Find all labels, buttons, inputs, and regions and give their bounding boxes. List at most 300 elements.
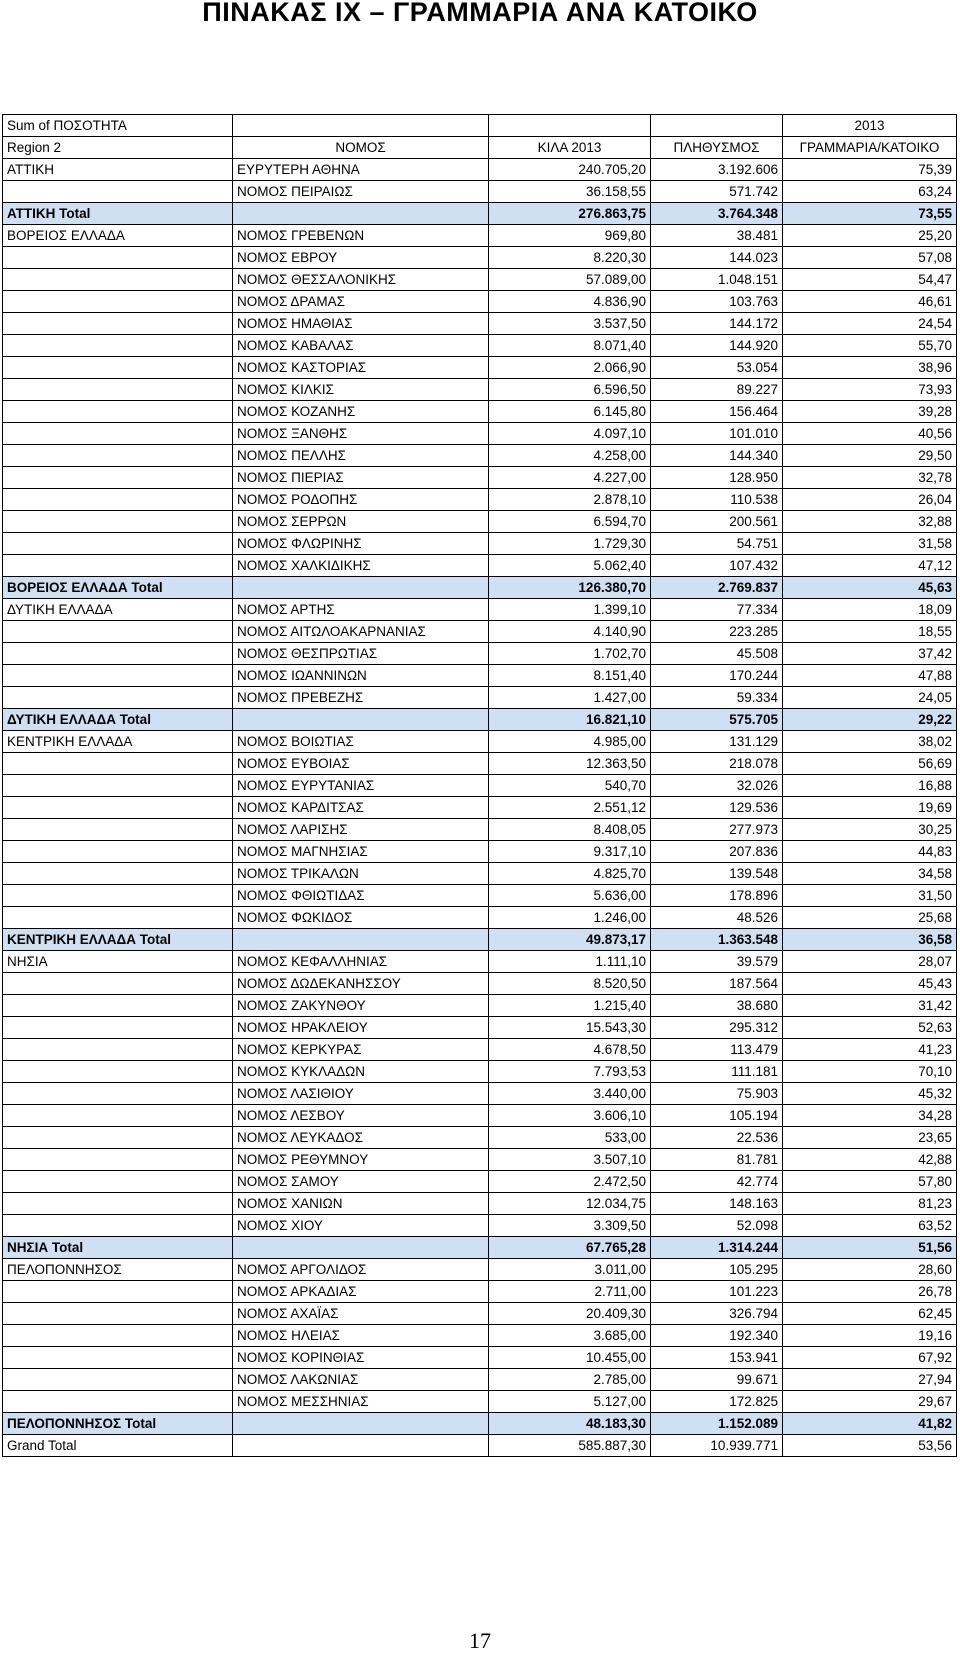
region-cell <box>3 1347 233 1369</box>
kila-cell: 4.825,70 <box>489 863 651 885</box>
grand-total-row <box>3 1435 957 1457</box>
kila-cell: 1.427,00 <box>489 687 651 709</box>
total-grams-per-capita: 45,63 <box>783 577 957 599</box>
grams-per-capita-cell: 40,56 <box>783 423 957 445</box>
page-number: 17 <box>469 1628 491 1653</box>
population-cell: 105.295 <box>651 1259 783 1281</box>
population-cell: 38.680 <box>651 995 783 1017</box>
region-cell: ΔΥΤΙΚΗ ΕΛΛΑΔΑ <box>3 599 233 621</box>
region-cell: ΒΟΡΕΙΟΣ ΕΛΛΑΔΑ <box>3 225 233 247</box>
nomos-cell: ΝΟΜΟΣ ΖΑΚΥΝΘΟΥ <box>233 995 489 1017</box>
population-cell: 99.671 <box>651 1369 783 1391</box>
grams-per-capita-cell: 26,78 <box>783 1281 957 1303</box>
kila-cell: 57.089,00 <box>489 269 651 291</box>
population-cell: 172.825 <box>651 1391 783 1413</box>
grand-total-grams-per-capita: 53,56 <box>783 1435 957 1457</box>
region-cell <box>3 797 233 819</box>
nomos-cell: ΝΟΜΟΣ ΚΙΛΚΙΣ <box>233 379 489 401</box>
kila-cell: 5.062,40 <box>489 555 651 577</box>
nomos-cell: ΝΟΜΟΣ ΕΒΡΟΥ <box>233 247 489 269</box>
total-grams-per-capita: 36,58 <box>783 929 957 951</box>
region-cell <box>3 1281 233 1303</box>
population-cell: 89.227 <box>651 379 783 401</box>
table-row <box>3 335 957 357</box>
kila-cell: 4.258,00 <box>489 445 651 467</box>
table-row <box>3 1171 957 1193</box>
region-cell <box>3 621 233 643</box>
region-cell: ΝΗΣΙΑ <box>3 951 233 973</box>
region-cell <box>3 753 233 775</box>
table-row <box>3 841 957 863</box>
total-spacer <box>233 1413 489 1435</box>
region-cell <box>3 819 233 841</box>
nomos-cell: ΝΟΜΟΣ ΕΥΡΥΤΑΝΙΑΣ <box>233 775 489 797</box>
table-row <box>3 1325 957 1347</box>
region-total-row <box>3 203 957 225</box>
total-kila: 48.183,30 <box>489 1413 651 1435</box>
kila-cell: 8.151,40 <box>489 665 651 687</box>
kila-cell: 3.309,50 <box>489 1215 651 1237</box>
table-row <box>3 357 957 379</box>
table-row <box>3 1303 957 1325</box>
population-cell: 3.192.606 <box>651 159 783 181</box>
table-row <box>3 1259 957 1281</box>
kila-cell: 2.711,00 <box>489 1281 651 1303</box>
total-kila: 49.873,17 <box>489 929 651 951</box>
table-row <box>3 885 957 907</box>
nomos-cell: ΝΟΜΟΣ ΛΕΣΒΟΥ <box>233 1105 489 1127</box>
kila-cell: 1.729,30 <box>489 533 651 555</box>
nomos-cell: ΝΟΜΟΣ ΓΡΕΒΕΝΩΝ <box>233 225 489 247</box>
kila-cell: 4.985,00 <box>489 731 651 753</box>
nomos-cell: ΝΟΜΟΣ ΠΕΙΡΑΙΩΣ <box>233 181 489 203</box>
table-row <box>3 511 957 533</box>
total-kila: 126.380,70 <box>489 577 651 599</box>
region-cell <box>3 555 233 577</box>
kila-cell: 12.363,50 <box>489 753 651 775</box>
population-cell: 178.896 <box>651 885 783 907</box>
grams-per-capita-cell: 73,93 <box>783 379 957 401</box>
nomos-cell: ΝΟΜΟΣ ΙΩΑΝΝΙΝΩΝ <box>233 665 489 687</box>
region-cell <box>3 1369 233 1391</box>
total-label: ΒΟΡΕΙΟΣ ΕΛΛΑΔΑ Total <box>3 577 233 599</box>
table-row <box>3 313 957 335</box>
kila-cell: 3.011,00 <box>489 1259 651 1281</box>
kila-cell: 4.140,90 <box>489 621 651 643</box>
region-cell <box>3 1149 233 1171</box>
grams-per-capita-cell: 28,60 <box>783 1259 957 1281</box>
kila-cell: 1.111,10 <box>489 951 651 973</box>
nomos-cell: ΝΟΜΟΣ ΜΕΣΣΗΝΙΑΣ <box>233 1391 489 1413</box>
grams-per-capita-cell: 24,54 <box>783 313 957 335</box>
grams-per-capita-cell: 45,32 <box>783 1083 957 1105</box>
grams-per-capita-cell: 32,88 <box>783 511 957 533</box>
grams-per-capita-cell: 57,08 <box>783 247 957 269</box>
kila-cell: 3.507,10 <box>489 1149 651 1171</box>
grams-per-capita-cell: 47,88 <box>783 665 957 687</box>
population-cell: 110.538 <box>651 489 783 511</box>
region-cell <box>3 775 233 797</box>
table-row <box>3 291 957 313</box>
region-cell <box>3 1303 233 1325</box>
nomos-cell: ΝΟΜΟΣ ΣΕΡΡΩΝ <box>233 511 489 533</box>
region-cell <box>3 1391 233 1413</box>
table-row <box>3 1347 957 1369</box>
total-spacer <box>233 577 489 599</box>
kila-cell: 4.227,00 <box>489 467 651 489</box>
grand-total-kila: 585.887,30 <box>489 1435 651 1457</box>
kila-cell: 2.066,90 <box>489 357 651 379</box>
grams-per-capita-cell: 18,55 <box>783 621 957 643</box>
population-cell: 113.479 <box>651 1039 783 1061</box>
population-cell: 52.098 <box>651 1215 783 1237</box>
population-cell: 128.950 <box>651 467 783 489</box>
nomos-cell: ΝΟΜΟΣ ΗΜΑΘΙΑΣ <box>233 313 489 335</box>
population-cell: 144.340 <box>651 445 783 467</box>
kila-cell: 533,00 <box>489 1127 651 1149</box>
nomos-cell: ΝΟΜΟΣ ΡΕΘΥΜΝΟΥ <box>233 1149 489 1171</box>
table-row <box>3 665 957 687</box>
population-cell: 144.920 <box>651 335 783 357</box>
population-cell: 101.010 <box>651 423 783 445</box>
region-cell <box>3 423 233 445</box>
region-cell <box>3 401 233 423</box>
population-cell: 326.794 <box>651 1303 783 1325</box>
grams-per-capita-cell: 27,94 <box>783 1369 957 1391</box>
total-kila: 67.765,28 <box>489 1237 651 1259</box>
table-row <box>3 797 957 819</box>
nomos-cell: ΝΟΜΟΣ ΗΛΕΙΑΣ <box>233 1325 489 1347</box>
nomos-cell: ΝΟΜΟΣ ΚΟΡΙΝΘΙΑΣ <box>233 1347 489 1369</box>
region-cell <box>3 885 233 907</box>
grams-per-capita-cell: 25,20 <box>783 225 957 247</box>
table-row <box>3 621 957 643</box>
population-cell: 75.903 <box>651 1083 783 1105</box>
total-spacer <box>233 203 489 225</box>
grams-per-capita-cell: 29,67 <box>783 1391 957 1413</box>
region-cell <box>3 995 233 1017</box>
population-cell: 144.023 <box>651 247 783 269</box>
grand-total-population: 10.939.771 <box>651 1435 783 1457</box>
total-population: 1.152.089 <box>651 1413 783 1435</box>
region-total-row <box>3 709 957 731</box>
population-cell: 77.334 <box>651 599 783 621</box>
population-cell: 129.536 <box>651 797 783 819</box>
region-cell <box>3 1039 233 1061</box>
table-row <box>3 1017 957 1039</box>
region-cell <box>3 335 233 357</box>
nomos-cell: ΝΟΜΟΣ ΔΡΑΜΑΣ <box>233 291 489 313</box>
table-row <box>3 225 957 247</box>
grams-per-capita-cell: 38,96 <box>783 357 957 379</box>
nomos-cell: ΝΟΜΟΣ ΚΕΡΚΥΡΑΣ <box>233 1039 489 1061</box>
kila-cell: 5.127,00 <box>489 1391 651 1413</box>
nomos-cell: ΝΟΜΟΣ ΘΕΣΠΡΩΤΙΑΣ <box>233 643 489 665</box>
table-row <box>3 1061 957 1083</box>
grams-per-capita-cell: 52,63 <box>783 1017 957 1039</box>
region-total-row <box>3 577 957 599</box>
kila-cell: 9.317,10 <box>489 841 651 863</box>
total-spacer <box>233 929 489 951</box>
total-population: 575.705 <box>651 709 783 731</box>
grams-per-capita-cell: 44,83 <box>783 841 957 863</box>
table-row <box>3 907 957 929</box>
table-row <box>3 159 957 181</box>
region-cell: ΑΤΤΙΚΗ <box>3 159 233 181</box>
grams-per-capita-cell: 24,05 <box>783 687 957 709</box>
year-header: 2013 <box>783 115 957 137</box>
nomos-cell: ΝΟΜΟΣ ΚΑΒΑΛΑΣ <box>233 335 489 357</box>
table-row <box>3 1369 957 1391</box>
population-cell: 111.181 <box>651 1061 783 1083</box>
grams-per-capita-cell: 63,24 <box>783 181 957 203</box>
table-row <box>3 1215 957 1237</box>
nomos-cell: ΝΟΜΟΣ ΡΟΔΟΠΗΣ <box>233 489 489 511</box>
region-cell <box>3 1193 233 1215</box>
table-row <box>3 467 957 489</box>
nomos-cell: ΝΟΜΟΣ ΤΡΙΚΑΛΩΝ <box>233 863 489 885</box>
kila-cell: 10.455,00 <box>489 1347 651 1369</box>
grams-per-capita-cell: 25,68 <box>783 907 957 929</box>
kila-cell: 4.097,10 <box>489 423 651 445</box>
grams-per-capita-cell: 42,88 <box>783 1149 957 1171</box>
column-header: ΓΡΑΜΜΑΡΙΑ/ΚΑΤΟΙΚΟ <box>783 137 957 159</box>
population-cell: 32.026 <box>651 775 783 797</box>
kila-cell: 4.678,50 <box>489 1039 651 1061</box>
kila-cell: 8.071,40 <box>489 335 651 357</box>
table-row <box>3 819 957 841</box>
population-cell: 45.508 <box>651 643 783 665</box>
grams-per-capita-cell: 70,10 <box>783 1061 957 1083</box>
total-population: 1.363.548 <box>651 929 783 951</box>
grams-per-capita-cell: 32,78 <box>783 467 957 489</box>
grand-total-spacer <box>233 1435 489 1457</box>
table-row <box>3 643 957 665</box>
population-cell: 101.223 <box>651 1281 783 1303</box>
pivot-sum-row <box>3 115 957 137</box>
nomos-cell: ΝΟΜΟΣ ΚΟΖΑΝΗΣ <box>233 401 489 423</box>
total-label: ΝΗΣΙΑ Total <box>3 1237 233 1259</box>
region-cell <box>3 1083 233 1105</box>
region-cell <box>3 533 233 555</box>
total-spacer <box>233 709 489 731</box>
nomos-cell: ΝΟΜΟΣ ΛΑΚΩΝΙΑΣ <box>233 1369 489 1391</box>
nomos-cell: ΝΟΜΟΣ ΑΡΓΟΛΙΔΟΣ <box>233 1259 489 1281</box>
population-cell: 153.941 <box>651 1347 783 1369</box>
kila-cell: 12.034,75 <box>489 1193 651 1215</box>
nomos-cell: ΝΟΜΟΣ ΠΡΕΒΕΖΗΣ <box>233 687 489 709</box>
nomos-cell: ΝΟΜΟΣ ΚΥΚΛΑΔΩΝ <box>233 1061 489 1083</box>
table-row <box>3 599 957 621</box>
region-cell <box>3 687 233 709</box>
nomos-cell: ΝΟΜΟΣ ΑΡΤΗΣ <box>233 599 489 621</box>
nomos-cell: ΝΟΜΟΣ ΛΕΥΚΑΔΟΣ <box>233 1127 489 1149</box>
grams-per-capita-cell: 34,28 <box>783 1105 957 1127</box>
population-cell: 223.285 <box>651 621 783 643</box>
table-row <box>3 555 957 577</box>
nomos-cell: ΝΟΜΟΣ ΚΑΡΔΙΤΣΑΣ <box>233 797 489 819</box>
table-body <box>3 115 957 1457</box>
population-cell: 48.526 <box>651 907 783 929</box>
nomos-cell: ΝΟΜΟΣ ΛΑΣΙΘΙΟΥ <box>233 1083 489 1105</box>
nomos-cell: ΝΟΜΟΣ ΔΩΔΕΚΑΝΗΣΣΟΥ <box>233 973 489 995</box>
table-row <box>3 1105 957 1127</box>
grams-per-capita-cell: 19,69 <box>783 797 957 819</box>
kila-cell: 3.440,00 <box>489 1083 651 1105</box>
kila-cell: 5.636,00 <box>489 885 651 907</box>
nomos-cell: ΝΟΜΟΣ ΚΕΦΑΛΛΗΝΙΑΣ <box>233 951 489 973</box>
kila-cell: 240.705,20 <box>489 159 651 181</box>
region-cell <box>3 291 233 313</box>
population-cell: 200.561 <box>651 511 783 533</box>
total-label: ΚΕΝΤΡΙΚΗ ΕΛΛΑΔΑ Total <box>3 929 233 951</box>
column-header-row <box>3 137 957 159</box>
region-cell <box>3 1171 233 1193</box>
region-cell <box>3 1325 233 1347</box>
population-cell: 156.464 <box>651 401 783 423</box>
kila-cell: 8.520,50 <box>489 973 651 995</box>
nomos-cell: ΝΟΜΟΣ ΕΥΒΟΙΑΣ <box>233 753 489 775</box>
nomos-cell: ΝΟΜΟΣ ΛΑΡΙΣΗΣ <box>233 819 489 841</box>
kila-cell: 7.793,53 <box>489 1061 651 1083</box>
grams-per-capita-cell: 67,92 <box>783 1347 957 1369</box>
table-row <box>3 1281 957 1303</box>
grams-per-capita-cell: 46,61 <box>783 291 957 313</box>
region-cell <box>3 907 233 929</box>
table-row <box>3 1391 957 1413</box>
population-cell: 103.763 <box>651 291 783 313</box>
population-cell: 107.432 <box>651 555 783 577</box>
kila-cell: 1.399,10 <box>489 599 651 621</box>
population-cell: 148.163 <box>651 1193 783 1215</box>
region-cell <box>3 467 233 489</box>
region-cell <box>3 1017 233 1039</box>
column-header: Region 2 <box>3 137 233 159</box>
nomos-cell: ΝΟΜΟΣ ΧΑΛΚΙΔΙΚΗΣ <box>233 555 489 577</box>
total-kila: 276.863,75 <box>489 203 651 225</box>
population-cell: 218.078 <box>651 753 783 775</box>
population-cell: 144.172 <box>651 313 783 335</box>
table-row <box>3 687 957 709</box>
grams-per-capita-cell: 56,69 <box>783 753 957 775</box>
region-cell <box>3 489 233 511</box>
population-cell: 53.054 <box>651 357 783 379</box>
total-spacer <box>233 1237 489 1259</box>
population-cell: 170.244 <box>651 665 783 687</box>
nomos-cell: ΝΟΜΟΣ ΦΛΩΡΙΝΗΣ <box>233 533 489 555</box>
table-row <box>3 995 957 1017</box>
grams-per-capita-cell: 57,80 <box>783 1171 957 1193</box>
table-row <box>3 731 957 753</box>
population-cell: 42.774 <box>651 1171 783 1193</box>
population-cell: 22.536 <box>651 1127 783 1149</box>
table-row <box>3 973 957 995</box>
population-cell: 81.781 <box>651 1149 783 1171</box>
kila-cell: 15.543,30 <box>489 1017 651 1039</box>
region-total-row <box>3 929 957 951</box>
region-cell <box>3 1127 233 1149</box>
table-row <box>3 775 957 797</box>
data-table <box>2 114 957 1457</box>
nomos-cell: ΝΟΜΟΣ ΒΟΙΩΤΙΑΣ <box>233 731 489 753</box>
region-cell <box>3 841 233 863</box>
region-cell <box>3 973 233 995</box>
region-cell <box>3 511 233 533</box>
grams-per-capita-cell: 30,25 <box>783 819 957 841</box>
nomos-cell: ΝΟΜΟΣ ΜΑΓΝΗΣΙΑΣ <box>233 841 489 863</box>
grams-per-capita-cell: 38,02 <box>783 731 957 753</box>
population-cell: 192.340 <box>651 1325 783 1347</box>
grams-per-capita-cell: 16,88 <box>783 775 957 797</box>
region-cell <box>3 1105 233 1127</box>
region-cell: ΠΕΛΟΠΟΝΝΗΣΟΣ <box>3 1259 233 1281</box>
kila-cell: 6.594,70 <box>489 511 651 533</box>
table-row <box>3 951 957 973</box>
region-cell <box>3 313 233 335</box>
grams-per-capita-cell: 19,16 <box>783 1325 957 1347</box>
total-population: 1.314.244 <box>651 1237 783 1259</box>
table-row <box>3 379 957 401</box>
nomos-cell: ΝΟΜΟΣ ΑΧΑΪΑΣ <box>233 1303 489 1325</box>
population-cell: 39.579 <box>651 951 783 973</box>
region-cell <box>3 269 233 291</box>
population-cell: 277.973 <box>651 819 783 841</box>
nomos-cell: ΝΟΜΟΣ ΠΕΛΛΗΣ <box>233 445 489 467</box>
kila-cell: 36.158,55 <box>489 181 651 203</box>
kila-cell: 3.537,50 <box>489 313 651 335</box>
total-population: 3.764.348 <box>651 203 783 225</box>
table-row <box>3 1039 957 1061</box>
nomos-cell: ΝΟΜΟΣ ΑΙΤΩΛΟΑΚΑΡΝΑΝΙΑΣ <box>233 621 489 643</box>
table-row <box>3 1193 957 1215</box>
grams-per-capita-cell: 75,39 <box>783 159 957 181</box>
grams-per-capita-cell: 34,58 <box>783 863 957 885</box>
nomos-cell: ΝΟΜΟΣ ΣΑΜΟΥ <box>233 1171 489 1193</box>
total-label: ΔΥΤΙΚΗ ΕΛΛΑΔΑ Total <box>3 709 233 731</box>
kila-cell: 8.220,30 <box>489 247 651 269</box>
nomos-cell: ΝΟΜΟΣ ΗΡΑΚΛΕΙΟΥ <box>233 1017 489 1039</box>
nomos-cell: ΝΟΜΟΣ ΦΩΚΙΔΟΣ <box>233 907 489 929</box>
kila-cell: 3.606,10 <box>489 1105 651 1127</box>
population-cell: 59.334 <box>651 687 783 709</box>
grams-per-capita-cell: 31,42 <box>783 995 957 1017</box>
kila-cell: 1.246,00 <box>489 907 651 929</box>
grams-per-capita-cell: 23,65 <box>783 1127 957 1149</box>
grams-per-capita-cell: 45,43 <box>783 973 957 995</box>
table-row <box>3 401 957 423</box>
kila-cell: 6.145,80 <box>489 401 651 423</box>
region-cell <box>3 247 233 269</box>
region-cell: ΚΕΝΤΡΙΚΗ ΕΛΛΑΔΑ <box>3 731 233 753</box>
total-population: 2.769.837 <box>651 577 783 599</box>
nomos-cell: ΝΟΜΟΣ ΘΕΣΣΑΛΟΝΙΚΗΣ <box>233 269 489 291</box>
region-cell <box>3 665 233 687</box>
region-cell <box>3 445 233 467</box>
kila-cell: 540,70 <box>489 775 651 797</box>
region-cell <box>3 357 233 379</box>
nomos-cell: ΝΟΜΟΣ ΦΘΙΩΤΙΔΑΣ <box>233 885 489 907</box>
population-cell: 131.129 <box>651 731 783 753</box>
population-cell: 105.194 <box>651 1105 783 1127</box>
grams-per-capita-cell: 81,23 <box>783 1193 957 1215</box>
population-cell: 295.312 <box>651 1017 783 1039</box>
kila-cell: 1.702,70 <box>489 643 651 665</box>
kila-cell: 969,80 <box>489 225 651 247</box>
kila-cell: 2.472,50 <box>489 1171 651 1193</box>
grams-per-capita-cell: 31,50 <box>783 885 957 907</box>
grams-per-capita-cell: 55,70 <box>783 335 957 357</box>
total-grams-per-capita: 51,56 <box>783 1237 957 1259</box>
